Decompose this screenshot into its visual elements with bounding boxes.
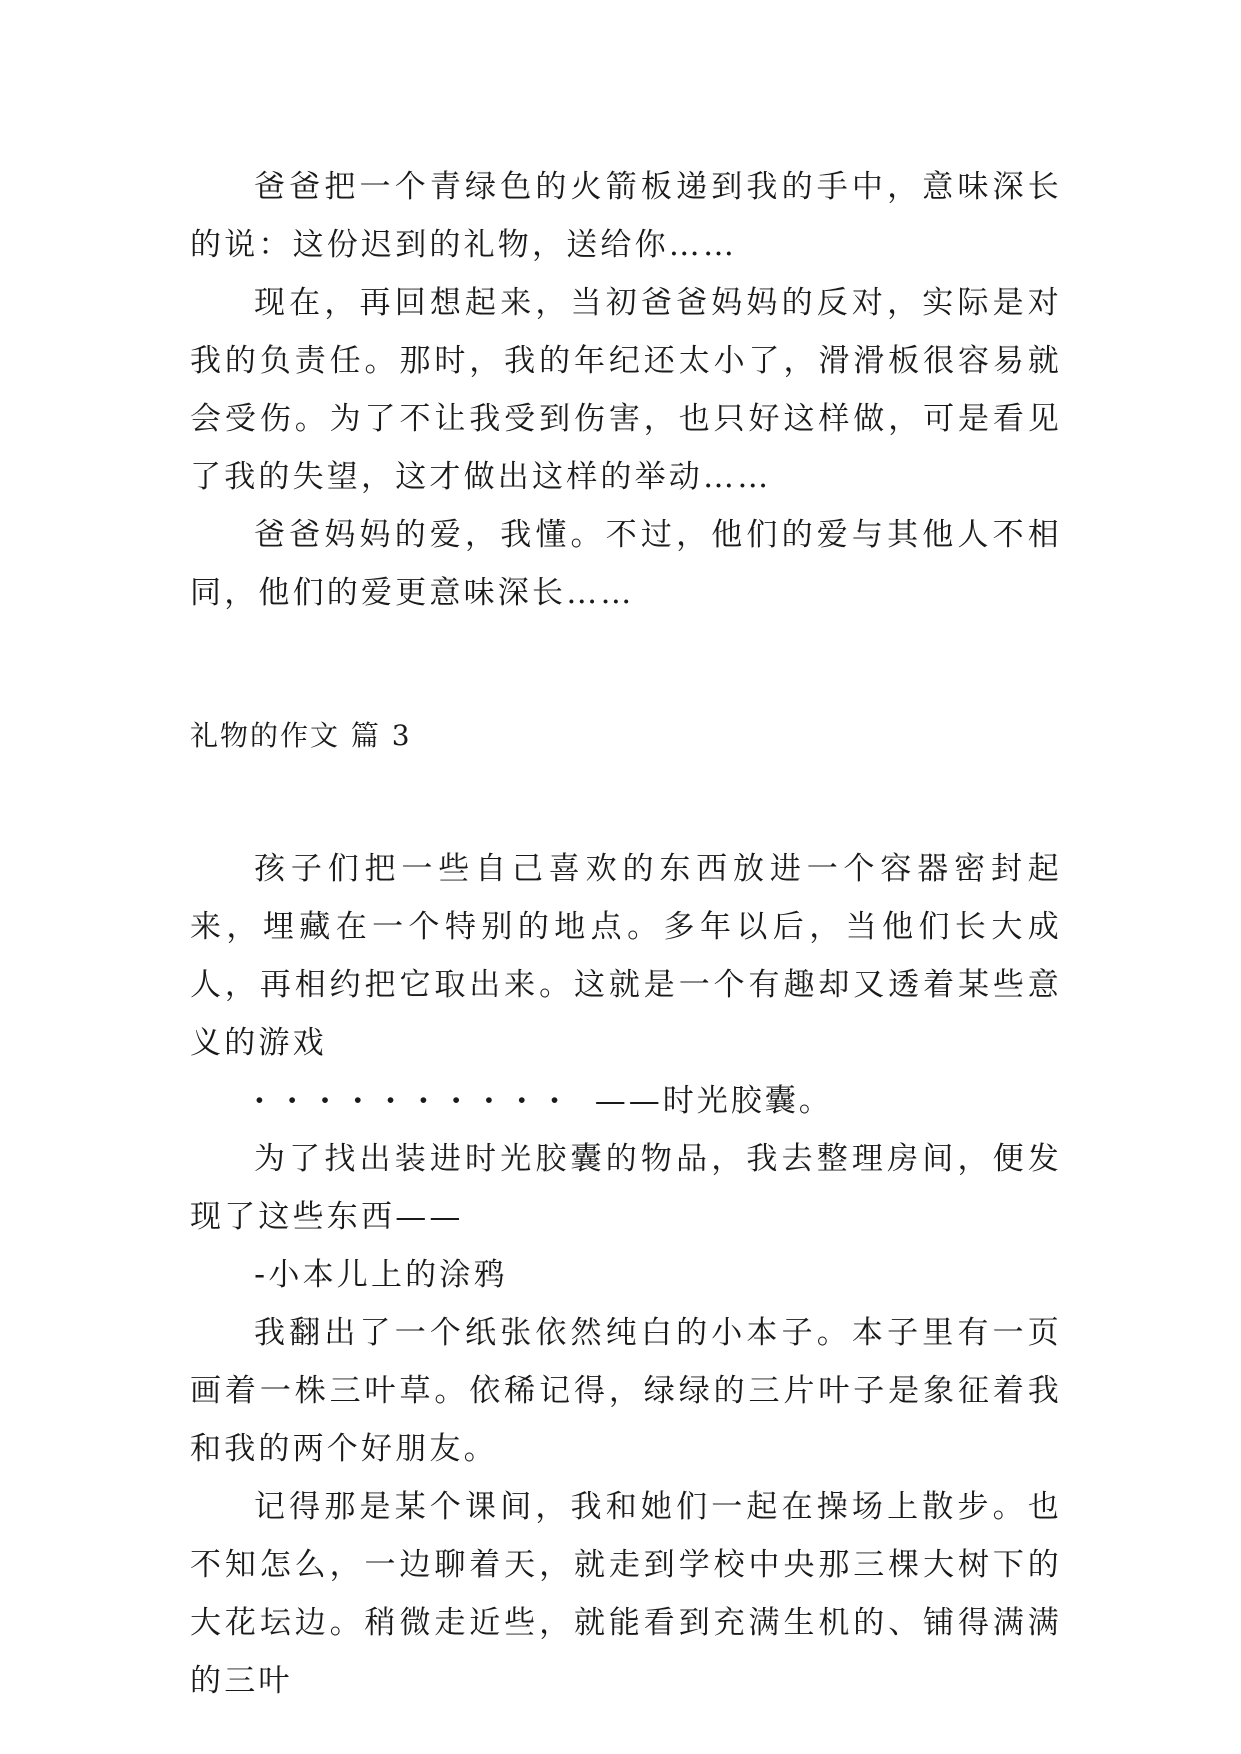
spacer: [190, 622, 1062, 714]
subheading-doodle: -小本儿上的涂鸦: [254, 1257, 508, 1293]
paragraph: 孩子们把一些自己喜欢的东西放进一个容器密封起来，埋藏在一个特别的地点。多年以后，当他们长大成人，再相约把它取出来。这就是一个有趣却又透着某些意义的游戏: [190, 851, 1062, 1061]
spacer: [190, 754, 1062, 840]
document-page: [190, 158, 1062, 1710]
paragraph: 记得那是某个课间，我和她们一起在操场上散步。也不知怎么，一边聊着天，就走到学校中央那三棵大树下的大花坛边。稍微走近些，就能看到充满生机的、铺得满满的三叶: [190, 1489, 1062, 1699]
paragraph: 为了找出装进时光胶囊的物品，我去整理房间，便发现了这些东西——: [190, 1141, 1062, 1235]
time-capsule-line: [190, 1072, 1062, 1130]
paragraph: 我翻出了一个纸张依然纯白的小本子。本子里有一页画着一株三叶草。依稀记得，绿绿的三片叶子是象征着我和我的两个好朋友。: [190, 1315, 1062, 1467]
paragraph: 现在，再回想起来，当初爸爸妈妈的反对，实际是对我的负责任。那时，我的年纪还太小了，滑滑板很容易就会受伤。为了不让我受到伤害，也只好这样做，可是看见了我的失望，这才做出这样的举动……: [190, 285, 1062, 495]
section-heading: 礼物的作文 篇 3: [190, 719, 412, 752]
paragraph: 爸爸把一个青绿色的火箭板递到我的手中，意味深长的说：这份迟到的礼物，送给你……: [190, 169, 1062, 263]
time-capsule-text: ——时光胶囊。: [594, 1083, 833, 1119]
emphasis-dots: ··········: [254, 1083, 582, 1119]
paragraph: 爸爸妈妈的爱，我懂。不过，他们的爱与其他人不相同，他们的爱更意味深长……: [190, 517, 1062, 611]
